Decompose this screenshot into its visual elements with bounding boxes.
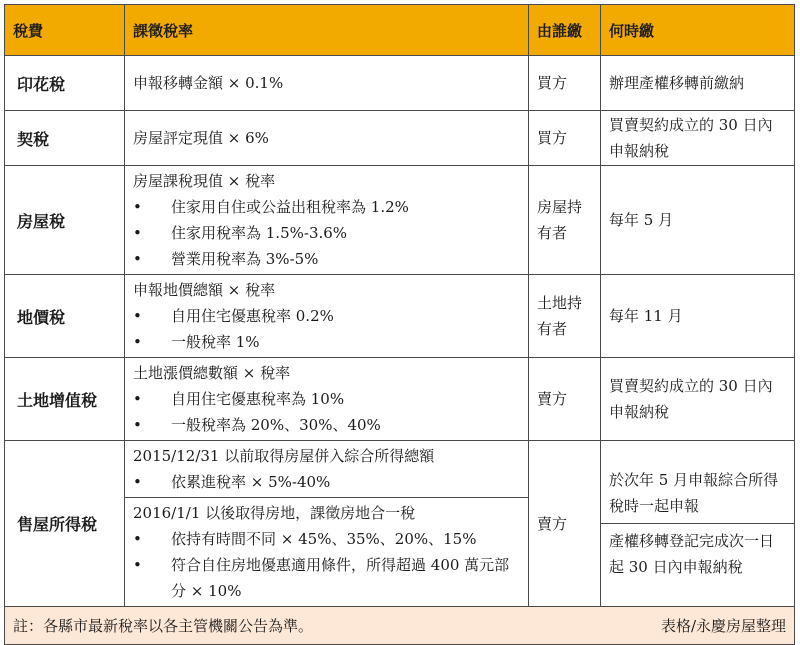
tax-rate: 土地漲價總數額 × 稅率 xyxy=(133,364,291,382)
tax-rate: 2016/1/1 以後取得房地，課徵房地合一稅 xyxy=(133,504,416,522)
table-footer-row xyxy=(5,607,795,645)
table-row-deed xyxy=(5,111,795,166)
table-header-row xyxy=(5,5,795,56)
tax-table xyxy=(4,4,795,645)
header-payer: 由誰繳 xyxy=(529,5,601,56)
footer-credit: 表格/永慶房屋整理 xyxy=(660,617,786,635)
tax-name: 契稅 xyxy=(5,111,125,166)
table-footer xyxy=(5,607,795,645)
income-rate-part2 xyxy=(125,498,528,606)
tax-payer: 賣方 xyxy=(529,441,601,607)
tax-when: 買賣契約成立的 30 日內申報納稅 xyxy=(601,111,795,166)
tax-payer: 賣方 xyxy=(529,358,601,441)
tax-name: 土地增值稅 xyxy=(5,358,125,441)
tax-name: 印花稅 xyxy=(5,56,125,111)
list-item: • 營業用稅率為 3%-5% xyxy=(133,250,319,268)
list-item: • 依累進稅率 × 5%-40% xyxy=(133,473,331,491)
table-row-land-increment xyxy=(5,358,795,441)
tax-rate: 房屋評定現值 × 6% xyxy=(125,111,529,166)
tax-payer: 房屋持有者 xyxy=(529,166,601,275)
header-rate: 課徵稅率 xyxy=(125,5,529,56)
tax-when: 每年 11 月 xyxy=(601,275,795,358)
table-row-stamp xyxy=(5,56,795,111)
list-item: • 符合自住房地優惠適用條件，所得超過 400 萬元部分 × 10% xyxy=(133,556,510,600)
table-row-house xyxy=(5,166,795,275)
list-item: • 住家用自住或公益出租稅率為 1.2% xyxy=(133,198,409,216)
tax-when: 於次年 5 月申報綜合所得稅時一起申報 xyxy=(601,463,794,524)
tax-payer: 買方 xyxy=(529,111,601,166)
list-item: • 住家用稅率為 1.5%-3.6% xyxy=(133,224,348,242)
tax-name: 售屋所得稅 xyxy=(5,441,125,607)
tax-rate-cell xyxy=(125,166,529,275)
tax-when: 辦理產權移轉前繳納 xyxy=(601,56,795,111)
tax-payer: 土地持有者 xyxy=(529,275,601,358)
header-tax: 稅費 xyxy=(5,5,125,56)
tax-rate-cell xyxy=(125,275,529,358)
table-row-income xyxy=(5,441,795,607)
tax-rate: 2015/12/31 以前取得房屋併入綜合所得總額 xyxy=(133,447,435,465)
income-rate-part1 xyxy=(125,441,528,498)
list-item: • 自用住宅優惠稅率為 10% xyxy=(133,390,345,408)
tax-when-cell xyxy=(601,441,795,607)
list-item: • 一般稅率為 20%、30%、40% xyxy=(133,416,381,434)
footer-note: 註：各縣市最新稅率以各主管機關公告為準。 xyxy=(13,617,314,635)
tax-name: 房屋稅 xyxy=(5,166,125,275)
tax-when: 買賣契約成立的 30 日內申報納稅 xyxy=(601,358,795,441)
list-item: • 自用住宅優惠稅率 0.2% xyxy=(133,307,334,325)
list-item: • 依持有時間不同 × 45%、35%、20%、15% xyxy=(133,530,477,548)
tax-name: 地價稅 xyxy=(5,275,125,358)
table-row-land-value xyxy=(5,275,795,358)
tax-when: 產權移轉登記完成次一日起 30 日內申報納稅 xyxy=(609,532,775,576)
tax-rate: 房屋課稅現值 × 稅率 xyxy=(133,172,276,190)
tax-rate: 申報移轉金額 × 0.1% xyxy=(125,56,529,111)
tax-rate: 申報地價總額 × 稅率 xyxy=(133,281,276,299)
list-item: • 一般稅率 1% xyxy=(133,333,260,351)
tax-payer: 買方 xyxy=(529,56,601,111)
header-when: 何時繳 xyxy=(601,5,795,56)
tax-rate-cell xyxy=(125,441,529,607)
tax-when: 每年 5 月 xyxy=(601,166,795,275)
tax-rate-cell xyxy=(125,358,529,441)
